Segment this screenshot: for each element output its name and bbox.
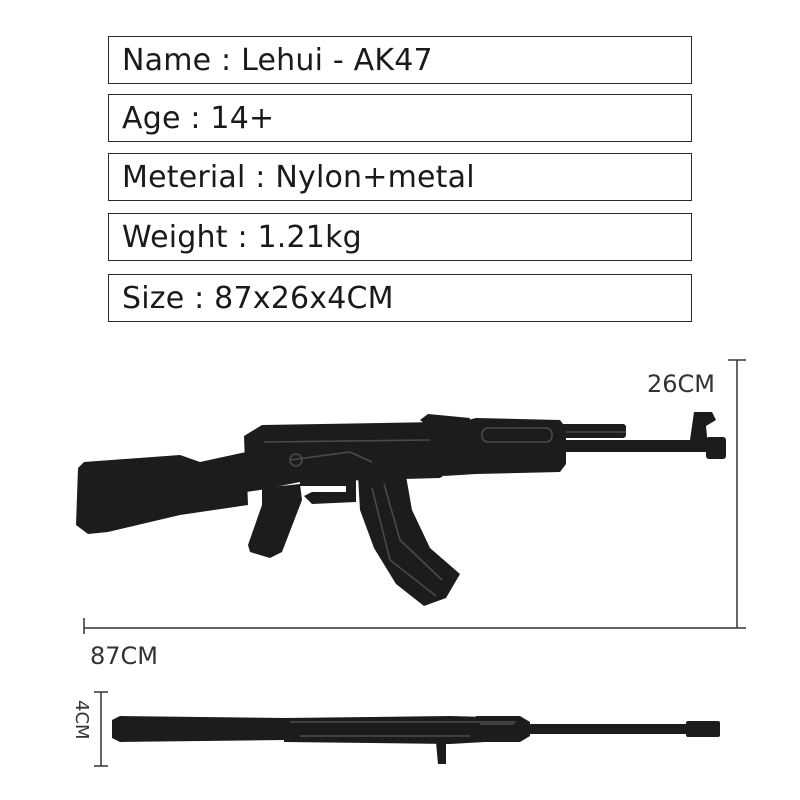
spec-label: Size <box>122 280 185 316</box>
spec-value: 87x26x4CM <box>214 280 394 316</box>
rifle-stock <box>76 452 248 534</box>
spec-separator: : <box>184 280 215 316</box>
top-view-muzzle <box>686 721 720 737</box>
width-dimension-label: 4CM <box>71 700 92 740</box>
length-dimension-label: 87CM <box>90 642 159 670</box>
rifle-top-view <box>112 716 720 764</box>
spec-value: 1.21kg <box>257 219 362 255</box>
spec-label: Weight <box>122 219 228 255</box>
rifle-handguard <box>444 418 566 476</box>
rifle-trigger-guard <box>300 480 356 504</box>
spec-value: Lehui - AK47 <box>241 42 433 78</box>
width-dimension-line <box>94 692 108 766</box>
spec-separator: : <box>180 100 211 136</box>
height-dimension-line <box>728 360 746 628</box>
spec-label: Age <box>122 100 181 136</box>
top-view-stock <box>112 716 286 742</box>
rifle-muzzle <box>706 437 726 459</box>
spec-label: Meterial <box>122 159 246 195</box>
rifle-pistol-grip <box>248 484 302 558</box>
spec-value: 14+ <box>210 100 275 136</box>
height-dimension-label: 26CM <box>647 370 716 398</box>
spec-separator: : <box>245 159 276 195</box>
spec-value: Nylon+metal <box>275 159 475 195</box>
top-view-barrel <box>520 724 700 734</box>
length-dimension-line <box>84 618 746 634</box>
spec-separator: : <box>211 42 242 78</box>
spec-separator: : <box>227 219 258 255</box>
top-view-magazine <box>436 742 446 764</box>
spec-label: Name <box>122 42 212 78</box>
rifle-gas-tube <box>560 424 626 438</box>
